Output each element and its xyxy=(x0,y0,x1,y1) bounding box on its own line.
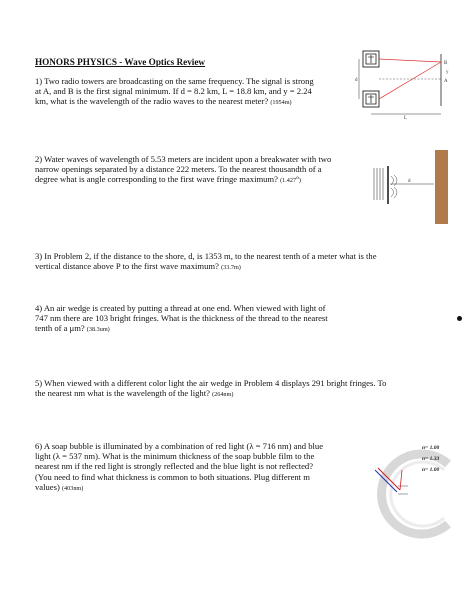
question-6-line: light (λ = 537 nm). What is the minimum thickness of the soap bubble film to the xyxy=(35,451,315,462)
question-2-line: degree what is angle corresponding to the first wave fringe maximum? (1.427o) xyxy=(35,174,301,185)
n-label-inside: n= 1.00 xyxy=(422,467,440,473)
question-6-line: 6) A soap bubble is illuminated by a combination of red light (λ = 716 nm) and blue xyxy=(35,441,324,451)
label-L: L xyxy=(404,116,408,121)
label-d: d xyxy=(408,179,411,184)
incident-waves xyxy=(374,168,383,200)
question-5-answer: (264nm) xyxy=(212,391,234,399)
question-3 xyxy=(35,251,377,273)
label-y: y xyxy=(446,70,449,75)
question-5-line: the nearest nm what is the wavelength of the light? (264nm) xyxy=(35,388,234,399)
question-1-answer: (1954m) xyxy=(270,99,292,107)
shore xyxy=(435,150,448,224)
question-4 xyxy=(35,303,328,336)
question-1-line: 1) Two radio towers are broadcasting on the same frequency. The signal is strong xyxy=(35,76,314,86)
margin-dot xyxy=(457,316,462,321)
tower-top-icon xyxy=(363,51,379,67)
question-4-answer: (38.3um) xyxy=(86,326,110,334)
question-4-line: 747 nm there are 103 bright fringes. What is the thickness of the thread to the nearest xyxy=(35,313,328,324)
question-1-line: km, what is the wavelength of the radio waves to the nearest meter? (1954m) xyxy=(35,96,292,107)
question-6-answer: (403nm) xyxy=(61,484,84,492)
n-label-outside: n= 1.00 xyxy=(422,445,440,451)
question-5-line: 5) When viewed with a different color light the air wedge in Problem 4 displays 291 bright fringes. To xyxy=(35,378,387,388)
label-d: d xyxy=(355,78,358,83)
question-6-line: nearest nm if the red light is strongly reflected and the blue light is not reflected? xyxy=(35,461,314,472)
question-4-line: tenth of a μm? (38.3um) xyxy=(35,323,110,334)
question-2 xyxy=(35,154,331,187)
question-3-answer: (33.7m) xyxy=(221,264,241,272)
soap-bubble-diagram xyxy=(364,440,468,540)
question-6-line: (You need to find what thickness is common to both situations. Plug different m xyxy=(35,471,310,482)
question-6 xyxy=(35,441,323,494)
question-4-line: 4) An air wedge is created by putting a thread at one end. When viewed with light of xyxy=(35,303,326,313)
question-3-line: vertical distance above P to the first wave maximum? (33.7m) xyxy=(35,261,241,272)
label-A: A xyxy=(444,79,448,84)
question-5 xyxy=(35,378,386,400)
question-3-line: 3) In Problem 2, if the distance to the shore, d, is 1353 m, to the nearest tenth of a meter what is the xyxy=(35,251,377,261)
question-1-line: at A, and B is the first signal minimum. If d = 8.2 km, L = 18.8 km, and y = 2.24 xyxy=(35,86,312,97)
question-2-answer: (1.427o) xyxy=(280,175,301,185)
n-label-film: n= 1.33 xyxy=(422,456,440,462)
question-2-line: narrow openings separated by a distance 222 meters. To the nearest thousandth of a xyxy=(35,164,322,175)
question-6-line: values) (403nm) xyxy=(35,481,84,492)
radio-towers-diagram xyxy=(355,48,455,120)
question-1 xyxy=(35,76,314,109)
ray-bottom-to-B xyxy=(379,62,441,99)
label-B: B xyxy=(444,61,448,66)
diffracted-waves xyxy=(391,175,397,198)
page-title: HONORS PHYSICS - Wave Optics Review xyxy=(35,57,206,67)
ray-top-to-B xyxy=(379,59,441,62)
tower-bottom-icon xyxy=(363,91,379,107)
question-2-line: 2) Water waves of wavelength of 5.53 meters are incident upon a breakwater with two xyxy=(35,154,332,164)
breakwater-diagram xyxy=(372,148,452,228)
